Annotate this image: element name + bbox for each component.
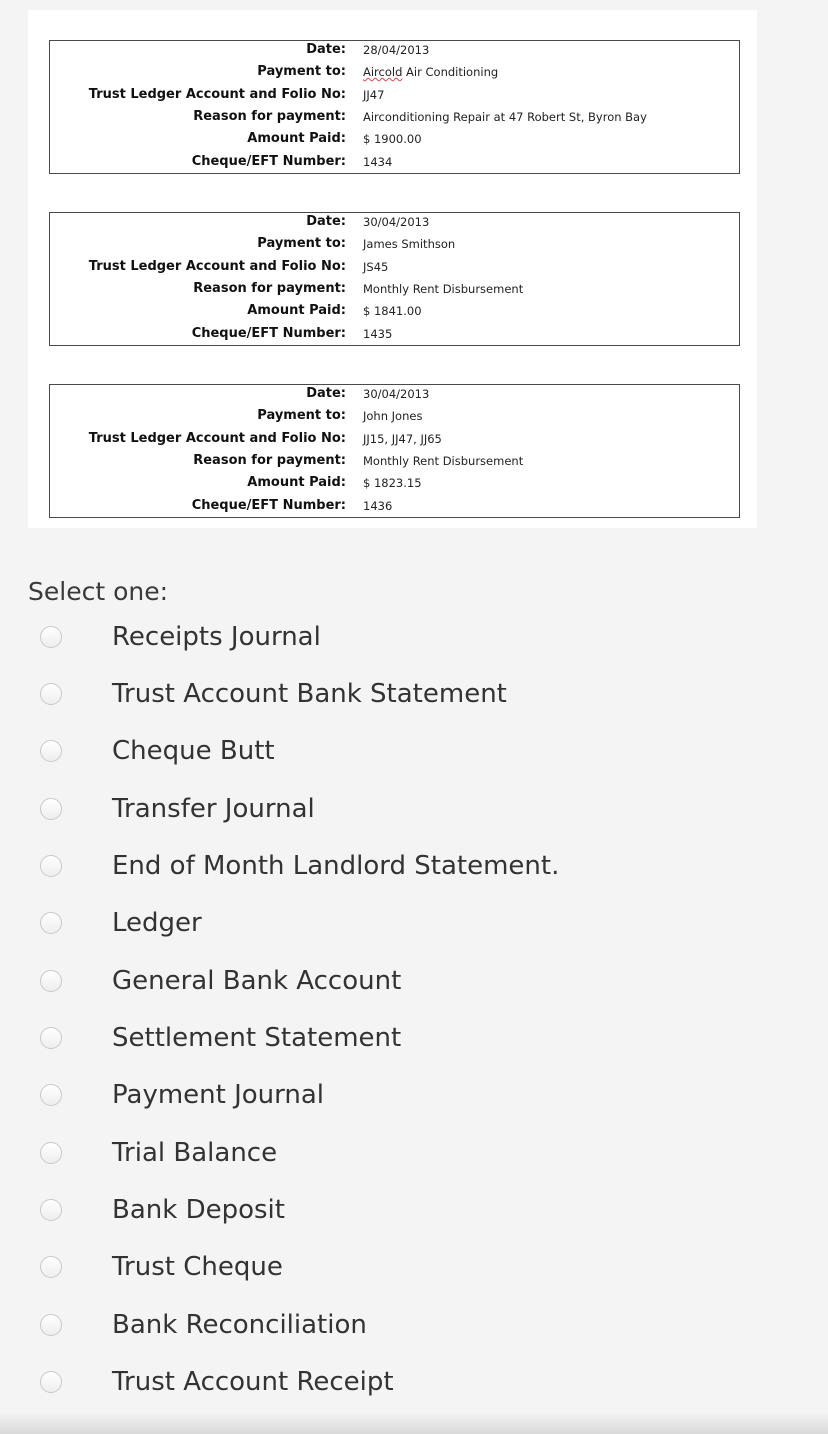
date-label: Date: — [306, 214, 346, 229]
radio-button[interactable] — [40, 1199, 62, 1221]
bottom-shadow — [0, 1412, 828, 1434]
folio-value: JJ15, JJ47, JJ65 — [363, 432, 442, 446]
payment-record — [49, 384, 740, 518]
option-label[interactable]: Receipts Journal — [112, 622, 321, 652]
cheque-value: 1435 — [363, 327, 393, 341]
payment-to-rest: Air Conditioning — [402, 65, 499, 79]
payment-to-label: Payment to: — [257, 236, 346, 251]
option-label[interactable]: Transfer Journal — [112, 794, 315, 824]
folio-label: Trust Ledger Account and Folio No: — [88, 87, 346, 102]
payment-records-image — [28, 10, 757, 528]
radio-button[interactable] — [40, 626, 62, 648]
answer-option[interactable] — [0, 1242, 828, 1294]
reason-value: Airconditioning Repair at 47 Robert St, Byron Bay — [363, 110, 647, 124]
radio-button[interactable] — [40, 798, 62, 820]
folio-label: Trust Ledger Account and Folio No: — [88, 259, 346, 274]
amount-value: $ 1841.00 — [363, 304, 422, 318]
reason-label: Reason for payment: — [193, 109, 346, 124]
cheque-value: 1436 — [363, 499, 393, 513]
radio-button[interactable] — [40, 970, 62, 992]
payment-to-value: James Smithson — [363, 237, 456, 251]
amount-value: $ 1823.15 — [363, 476, 422, 490]
payment-record — [49, 212, 740, 346]
cheque-label: Cheque/EFT Number: — [191, 154, 346, 169]
radio-button[interactable] — [40, 1371, 62, 1393]
payment-to-label: Payment to: — [257, 64, 346, 79]
radio-button[interactable] — [40, 1314, 62, 1336]
radio-button[interactable] — [40, 1142, 62, 1164]
radio-button[interactable] — [40, 1027, 62, 1049]
date-value: 28/04/2013 — [363, 43, 430, 57]
option-label[interactable]: Trust Account Bank Statement — [112, 679, 507, 709]
radio-button[interactable] — [40, 1084, 62, 1106]
payment-to-label: Payment to: — [257, 408, 346, 423]
answer-option[interactable] — [0, 612, 828, 664]
folio-value: JJ47 — [363, 88, 385, 102]
answer-option[interactable] — [0, 956, 828, 1008]
option-label[interactable]: Bank Deposit — [112, 1195, 285, 1225]
amount-label: Amount Paid: — [247, 303, 346, 318]
payment-to-value — [363, 61, 498, 83]
reason-value: Monthly Rent Disbursement — [363, 282, 524, 296]
answer-option[interactable] — [0, 1185, 828, 1237]
option-label[interactable]: Payment Journal — [112, 1080, 325, 1110]
option-label[interactable]: Bank Reconciliation — [112, 1310, 367, 1340]
option-label[interactable]: Trust Account Receipt — [112, 1367, 394, 1397]
radio-button[interactable] — [40, 912, 62, 934]
cheque-label: Cheque/EFT Number: — [191, 326, 346, 341]
payment-to-value: John Jones — [363, 409, 423, 423]
radio-button[interactable] — [40, 855, 62, 877]
spellcheck-word: Aircold — [363, 65, 403, 79]
radio-button[interactable] — [40, 683, 62, 705]
option-label[interactable]: General Bank Account — [112, 966, 402, 996]
cheque-label: Cheque/EFT Number: — [191, 498, 346, 513]
amount-value: $ 1900.00 — [363, 132, 422, 146]
folio-label: Trust Ledger Account and Folio No: — [88, 431, 346, 446]
answer-option[interactable] — [0, 669, 828, 721]
reason-value: Monthly Rent Disbursement — [363, 454, 524, 468]
option-label[interactable]: Trust Cheque — [112, 1252, 283, 1282]
select-one-label: Select one: — [28, 577, 169, 606]
reason-label: Reason for payment: — [193, 453, 346, 468]
option-label[interactable]: Ledger — [112, 908, 202, 938]
cheque-value: 1434 — [363, 155, 393, 169]
date-value: 30/04/2013 — [363, 215, 430, 229]
date-label: Date: — [306, 42, 346, 57]
answer-option[interactable] — [0, 726, 828, 778]
answer-option[interactable] — [0, 1070, 828, 1122]
reason-label: Reason for payment: — [193, 281, 346, 296]
option-label[interactable]: Cheque Butt — [112, 736, 275, 766]
amount-label: Amount Paid: — [247, 131, 346, 146]
answer-option[interactable] — [0, 784, 828, 836]
radio-button[interactable] — [40, 740, 62, 762]
amount-label: Amount Paid: — [247, 475, 346, 490]
answer-option[interactable] — [0, 1128, 828, 1180]
answer-option[interactable] — [0, 1357, 828, 1409]
answer-option[interactable] — [0, 898, 828, 950]
option-label[interactable]: Settlement Statement — [112, 1023, 402, 1053]
option-label[interactable]: End of Month Landlord Statement. — [112, 851, 560, 881]
payment-record — [49, 40, 740, 174]
date-label: Date: — [306, 386, 346, 401]
answer-option[interactable] — [0, 1013, 828, 1065]
option-label[interactable]: Trial Balance — [112, 1138, 278, 1168]
radio-button[interactable] — [40, 1256, 62, 1278]
folio-value: JS45 — [363, 260, 389, 274]
answer-option[interactable] — [0, 841, 828, 893]
date-value: 30/04/2013 — [363, 387, 430, 401]
answer-option[interactable] — [0, 1300, 828, 1352]
